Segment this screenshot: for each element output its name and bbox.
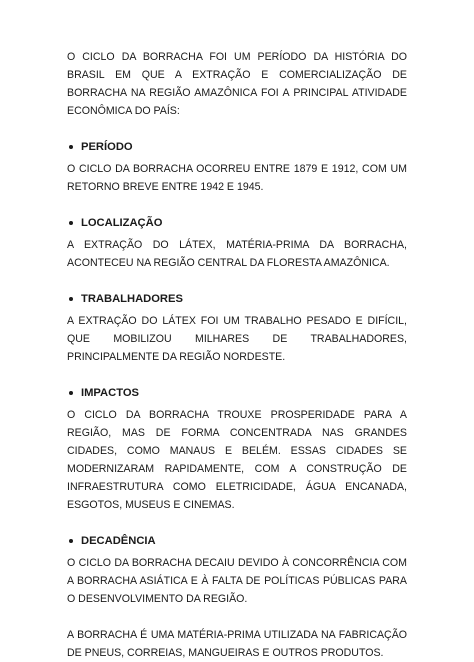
section-trabalhadores <box>67 290 407 366</box>
section-heading-label: IMPACTOS <box>81 387 140 399</box>
section-heading-label: LOCALIZAÇÃO <box>81 217 163 229</box>
section-impactos <box>67 384 407 514</box>
section-heading <box>67 532 407 550</box>
section-heading-label: PERÍODO <box>81 141 133 153</box>
closing-paragraph: A BORRACHA É UMA MATÉRIA-PRIMA UTILIZADA NA FABRICAÇÃO DE PNEUS, CORREIAS, MANGUEIRAS E OUTROS PRODUTOS. <box>67 629 407 659</box>
bullet-icon <box>69 297 73 301</box>
section-text: O CICLO DA BORRACHA OCORREU ENTRE 1879 E 1912, COM UM RETORNO BREVE ENTRE 1942 E 1945. <box>67 163 407 193</box>
section-heading <box>67 214 407 232</box>
section-text: A EXTRAÇÃO DO LÁTEX FOI UM TRABALHO PESADO E DIFÍCIL, QUE MOBILIZOU MILHARES DE TRABALHADORES, PRINCIPALMENTE DA REGIÃO NORDESTE. <box>67 315 407 363</box>
section-heading <box>67 290 407 308</box>
section-text: O CICLO DA BORRACHA TROUXE PROSPERIDADE PARA A REGIÃO, MAS DE FORMA CONCENTRADA NAS GRANDES CIDADES, COMO MANAUS E BELÉM. ESSAS CIDADES SE MODERNIZARAM RAPIDAMENTE, COM A CONSTRUÇÃO DE INFRAESTRUTURA COMO ELETRICIDADE, ÁGUA ENCANADA, ESGOTOS, MUSEUS E CINEMAS. <box>67 409 407 511</box>
section-text: A EXTRAÇÃO DO LÁTEX, MATÉRIA-PRIMA DA BORRACHA, ACONTECEU NA REGIÃO CENTRAL DA FLORESTA AMAZÔNICA. <box>67 239 407 269</box>
section-heading <box>67 384 407 402</box>
bullet-icon <box>69 145 73 149</box>
intro-paragraph: O CICLO DA BORRACHA FOI UM PERÍODO DA HISTÓRIA DO BRASIL EM QUE A EXTRAÇÃO E COMERCIALIZAÇÃO DE BORRACHA NA REGIÃO AMAZÔNICA FOI A PRINCIPAL ATIVIDADE ECONÔMICA DO PAÍS: <box>67 51 407 117</box>
bullet-icon <box>69 221 73 225</box>
section-heading <box>67 138 407 156</box>
section-periodo <box>67 138 407 196</box>
section-heading-label: TRABALHADORES <box>81 293 183 305</box>
section-localizacao <box>67 214 407 272</box>
section-heading-label: DECADÊNCIA <box>81 535 156 547</box>
document-page <box>67 48 407 662</box>
section-decadencia <box>67 532 407 608</box>
section-text: O CICLO DA BORRACHA DECAIU DEVIDO À CONCORRÊNCIA COM A BORRACHA ASIÁTICA E À FALTA DE POLÍTICAS PÚBLICAS PARA O DESENVOLVIMENTO DA REGIÃO. <box>67 557 407 605</box>
bullet-icon <box>69 391 73 395</box>
bullet-icon <box>69 539 73 543</box>
